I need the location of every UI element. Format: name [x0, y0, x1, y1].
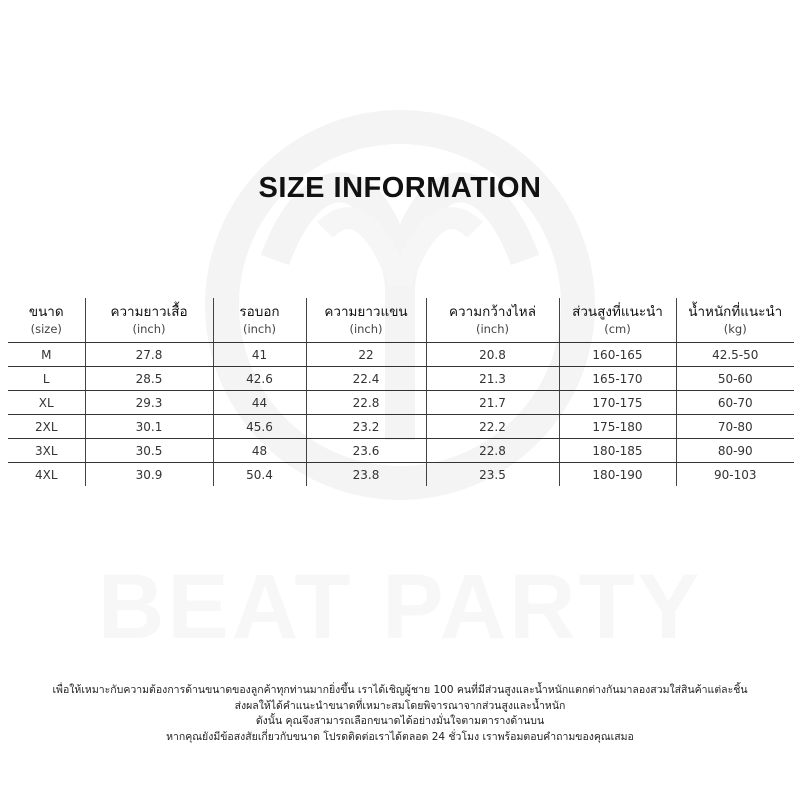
brand-watermark-text: BEAT PARTY — [97, 556, 703, 658]
table-cell: 23.6 — [306, 439, 426, 463]
table-cell: 48 — [213, 439, 306, 463]
table-row — [8, 439, 794, 463]
table-cell: 30.1 — [85, 415, 213, 439]
table-cell: 22.2 — [426, 415, 559, 439]
table-cell: 27.8 — [85, 343, 213, 367]
table-cell: 41 — [213, 343, 306, 367]
column-header: ความยาวเสื้อ (inch) — [85, 298, 213, 343]
table-cell: 21.7 — [426, 391, 559, 415]
table-row — [8, 367, 794, 391]
size-notes — [0, 683, 800, 745]
table-cell: 29.3 — [85, 391, 213, 415]
table-cell: 175-180 — [559, 415, 676, 439]
table-cell: 44 — [213, 391, 306, 415]
table-cell: 30.9 — [85, 463, 213, 487]
table-cell: 50-60 — [676, 367, 794, 391]
note-line: ดังนั้น คุณจึงสามารถเลือกขนาดได้อย่างมั่นใจตามตารางด้านบน — [255, 715, 545, 727]
table-cell: 70-80 — [676, 415, 794, 439]
table-cell: 160-165 — [559, 343, 676, 367]
table-cell: 22 — [306, 343, 426, 367]
column-header: ขนาด (size) — [8, 298, 85, 343]
table-cell: XL — [8, 391, 85, 415]
table-cell: 30.5 — [85, 439, 213, 463]
column-header: ส่วนสูงที่แนะนำ (cm) — [559, 298, 676, 343]
table-header-row — [8, 298, 794, 343]
table-cell: 20.8 — [426, 343, 559, 367]
table-cell: 22.4 — [306, 367, 426, 391]
table-row — [8, 343, 794, 367]
table-cell: 60-70 — [676, 391, 794, 415]
note-line: ส่งผลให้ได้คำแนะนำขนาดที่เหมาะสมโดยพิจารณาจากส่วนสูงและน้ำหนัก — [234, 699, 566, 712]
table-cell: 180-190 — [559, 463, 676, 487]
table-cell: 22.8 — [426, 439, 559, 463]
table-cell: 170-175 — [559, 391, 676, 415]
page-title: SIZE INFORMATION — [258, 172, 542, 204]
column-header: รอบอก (inch) — [213, 298, 306, 343]
table-cell: 22.8 — [306, 391, 426, 415]
table-cell: 4XL — [34, 467, 58, 482]
table-cell: 90-103 — [676, 463, 794, 487]
table-row — [8, 463, 794, 487]
table-cell: 50.4 — [213, 463, 306, 487]
table-cell: 42.6 — [213, 367, 306, 391]
column-header: ความยาวแขน (inch) — [306, 298, 426, 343]
table-row — [8, 391, 794, 415]
table-cell: 165-170 — [559, 367, 676, 391]
table-cell: 21.3 — [426, 367, 559, 391]
table-cell: 80-90 — [676, 439, 794, 463]
column-header: ความกว้างไหล่ (inch) — [426, 298, 559, 343]
table-cell: 3XL — [8, 439, 85, 463]
note-line: เพื่อให้เหมาะกับความต้องการด้านขนาดของลูกค้าทุกท่านมากยิ่งขึ้น เราได้เชิญผู้ชาย 100 คนที่มีส่วนสูงและน้ำหนักแตกต่างกันมาลองสวมใส่สินค้าแต่ละชิ้น — [52, 684, 748, 696]
note-line: หากคุณยังมีข้อสงสัยเกี่ยวกับขนาด โปรดติดต่อเราได้ตลอด 24 ชั่วโมง เราพร้อมตอบคำถามของคุณเสมอ — [166, 730, 634, 743]
size-table — [8, 298, 794, 486]
table-cell: 180-185 — [559, 439, 676, 463]
column-header: น้ำหนักที่แนะนำ (kg) — [676, 298, 794, 343]
table-cell: 2XL — [8, 415, 85, 439]
table-cell: M — [8, 343, 85, 367]
table-row — [8, 415, 794, 439]
table-cell: 23.2 — [306, 415, 426, 439]
table-cell: L — [8, 367, 85, 391]
table-cell: 23.5 — [426, 463, 559, 487]
table-cell: 28.5 — [85, 367, 213, 391]
table-cell: 23.8 — [306, 463, 426, 487]
table-cell: 45.6 — [213, 415, 306, 439]
table-cell: 42.5-50 — [676, 343, 794, 367]
